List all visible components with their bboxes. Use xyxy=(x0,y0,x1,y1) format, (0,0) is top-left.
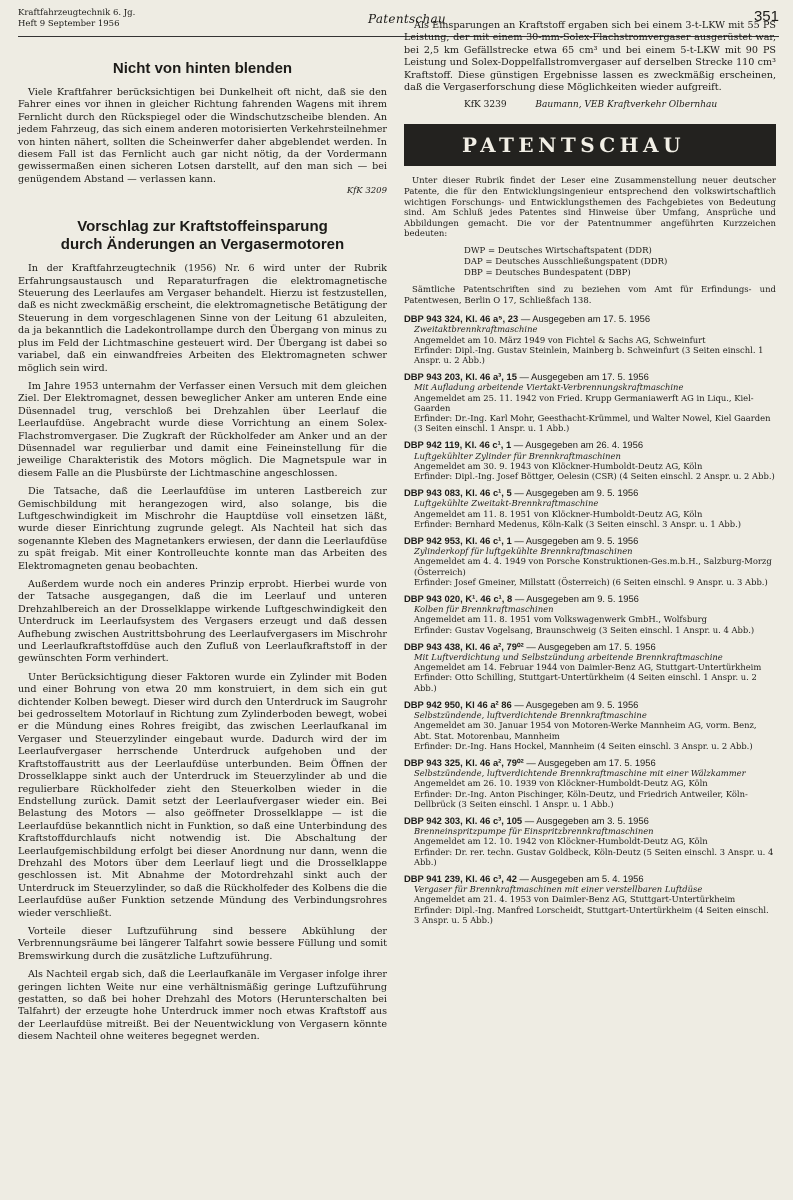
article-ref: KfK 3239 xyxy=(464,100,507,111)
patent-number: DBP 943 203, Kl. 46 a³, 15 xyxy=(404,371,517,383)
article-paragraph: Vorteile dieser Luftzuführung sind bessere Abkühlung der Verbrennungsräume bei längerer Talfahrt sowie bessere Füllung und somit Bremswirkung durch die zusätzliche Luftzuführung. xyxy=(18,925,387,962)
patent-filed: Angemeldet am 21. 4. 1953 von Daimler-Benz AG, Stuttgart-Untertürkheim xyxy=(414,894,736,905)
patent-entry xyxy=(404,372,776,433)
patent-entry xyxy=(404,440,776,481)
patent-filed: Angemeldet am 25. 11. 1942 von Fried. Krupp Germaniawerft AG in Liqu., Kiel-Gaarden xyxy=(414,392,754,413)
abbreviation-item: DBP = Deutsches Bundespatent (DBP) xyxy=(464,268,631,278)
patent-title: Zylinderkopf für luftgekühlte Brennkraftmaschinen xyxy=(414,546,633,557)
article-paragraph: In der Kraftfahrzeugtechnik (1956) Nr. 6 wird unter der Rubrik Erfahrungsaustausch und Reparaturfragen die elektromagnetische Steuerung des Leerlaufes am Vergaser behandelt. Hierzu ist festzustellen, daß es nicht zweckmäßig erscheint, die elektromagnetische Betätigung der Steuerung in dem vorgeschlagenen Sinne von der Leitung 61 abzuleiten, da ja bekanntlich die Ladekontrollampe durch den Übergang von minus zu plus im Feld der Lichtmaschine gesteuert wird. Der Übergang ist dabei so variabel, daß ein einwandfreies Arbeiten des Elektromagneten schwer möglich sein wird. xyxy=(18,263,387,374)
patent-entry xyxy=(404,758,776,809)
patent-number: DBP 942 119, Kl. 46 c¹, 1 xyxy=(404,439,512,451)
article-title-line-2: durch Änderungen an Vergasermotoren xyxy=(60,236,345,254)
patent-list xyxy=(404,314,776,925)
patent-title: Selbstzündende, luftverdichtende Brennkraftmaschine xyxy=(414,710,647,721)
patent-title: Vergaser für Brennkraftmaschinen mit einer verstellbaren Luftdüse xyxy=(414,884,703,895)
patent-inventor: Erfinder: Dipl.-Ing. Manfred Lorscheidt, Stuttgart-Untertürkheim (4 Seiten einschl. 3 Anspr. u. 5 Abb.) xyxy=(414,904,769,925)
patent-number: DBP 943 020, K¹. 46 c¹, 8 xyxy=(404,593,513,605)
patent-heading xyxy=(404,536,776,546)
patentschau-note: Sämtliche Patentschriften sind zu beziehen vom Amt für Erfindungs- und Patentwesen, Berlin O 17, Schließfach 138. xyxy=(404,285,776,306)
patent-inventor: Erfinder: Dr.-Ing. Anton Pischinger, Köln-Deutz, und Friedrich Antweiler, Köln-Dellbrück (3 Seiten einschl. 1 Anspr. u. 1 Abb.) xyxy=(414,788,748,809)
patent-issued: — Ausgegeben am 26. 4. 1956 xyxy=(513,439,644,451)
patent-issued: — Ausgegeben am 17. 5. 1956 xyxy=(519,371,649,383)
abbreviation-item: DWP = Deutsches Wirtschaftspatent (DDR) xyxy=(464,246,652,256)
patent-issued: — Ausgegeben am 17. 5. 1956 xyxy=(520,313,651,325)
article-author xyxy=(464,100,776,110)
patent-number: DBP 943 083, Kl. 46 c¹, 5 xyxy=(404,487,512,499)
patent-issued: — Ausgegeben am 3. 5. 1956 xyxy=(524,814,649,826)
patent-issued: — Ausgegeben am 17. 5. 1956 xyxy=(526,640,656,652)
patent-heading xyxy=(404,440,776,450)
patent-entry xyxy=(404,816,776,867)
patent-heading xyxy=(404,816,776,826)
patent-title: Mit Luftverdichtung und Selbstzündung arbeitende Brennkraftmaschine xyxy=(414,652,723,663)
patent-entry xyxy=(404,314,776,365)
patent-filed: Angemeldet am 14. Februar 1944 von Daimler-Benz AG, Stuttgart-Untertürkheim xyxy=(414,662,762,673)
patent-inventor: Erfinder: Josef Gmeiner, Millstatt (Österreich) (6 Seiten einschl. 9 Anspr. u. 3 Abb.) xyxy=(414,576,768,587)
article-title: Nicht von hinten blenden xyxy=(112,60,293,77)
article-title xyxy=(18,218,387,254)
patentschau-intro: Unter dieser Rubrik findet der Leser eine Zusammenstellung neuer deutscher Patente, die für den Entwicklungsingenieur entsprechend den volkswirtschaftlich wichtigen Forschungs- und Entwicklungsthemen des Fachgebietes von Bedeutung sind. Am Schluß jedes Patentes sind Hinweise über Umfang, Ansprüche und Abbildungen gemacht. Die vor der Patentnummer angeführten Kurzzeichen bedeuten: xyxy=(404,176,776,240)
patent-entry xyxy=(404,488,776,529)
patent-filed: Angemeldet am 11. 8. 1951 von Klöckner-Humboldt-Deutz AG, Köln xyxy=(414,508,703,519)
article-paragraph: Im Jahre 1953 unternahm der Verfasser einen Versuch mit dem gleichen Ziel. Der Elektromagnet, dessen beweglicher Anker am unteren Ende eine Düsennadel trug, verschloß bei Drehzahlen über Leerlauf die Leerlaufdüse. Angebracht wurde diese Vorrichtung an einem Solex-Flachstromvergaser. Die Zugkraft der Rückholfeder am Anker und an der Düsennadel war regulierbar und damit eine Feineinstellung für die jeweilige Charakteristik des Motors möglich. Die Magnetspule war in diesem Falle an die Plusbürste der Lichtmaschine angeschlossen. xyxy=(18,380,387,479)
patent-title: Zweitaktbrennkraftmaschine xyxy=(414,324,538,335)
abbreviation-item: DAP = Deutsches Ausschließungspatent (DDR) xyxy=(464,257,668,267)
patent-heading xyxy=(404,372,776,382)
article-paragraph: Als Nachteil ergab sich, daß die Leerlaufkanäle im Vergaser infolge ihrer geringen lichten Weite nur eine verhältnismäßig geringe Luftzuführung gestatten, so daß bei hoher Drehzahl des Motors (Herunterschalten bei Talfahrt) der erzeugte hohe Unterdruck immer noch etwas Kraftstoff aus der Leerlaufdüse mitreißt. Bei der Neuentwicklung von Vergasern könnte diesem Nachteil ohne weiteres begegnet werden. xyxy=(18,969,387,1043)
patent-inventor: Erfinder: Otto Schilling, Stuttgart-Untertürkheim (4 Seiten einschl. 1 Anspr. u. 2 Abb.) xyxy=(414,672,757,693)
patent-filed: Angemeldet am 10. März 1949 von Fichtel & Sachs AG, Schweinfurt xyxy=(414,334,706,345)
patent-filed: Angemeldet am 30. Januar 1954 von Motoren-Werke Mannheim AG, vorm. Benz, Abt. Stat. Motorenbau, Mannheim xyxy=(414,720,757,741)
patent-heading xyxy=(404,642,776,652)
patent-number: DBP 942 953, Kl. 46 c¹, 1 xyxy=(404,535,512,547)
patent-title: Kolben für Brennkraftmaschinen xyxy=(414,604,554,615)
journal-info xyxy=(18,8,135,30)
article-paragraph: Außerdem wurde noch ein anderes Prinzip erprobt. Hierbei wurde von der Tatsache ausgegangen, daß die im Leerlauf und unteren Drehzahlbereich an der Drosselklappe wirkende Luftgeschwindigkeit den Unterdruck im Leerlaufsystem des Vergasers erzeugt und daß dessen Aufhebung zwischen Austrittsbohrung des Leerlaufvergasers im Mischrohr und Leerlaufkraftstoffdüse auch den Zufluß von Leerlaufkraftstoff in der gewünschten Form verhindert. xyxy=(18,579,387,665)
patent-filed: Angemeldet am 30. 9. 1943 von Klöckner-Humboldt-Deutz AG, Köln xyxy=(414,460,703,471)
section-title: Patentschau xyxy=(368,12,446,26)
patent-inventor: Erfinder: Dr.-Ing. Karl Mohr, Geesthacht-Krümmel, und Walter Nowel, Kiel Gaarden (3 Seiten einschl. 1 Anspr. u. 1 Abb.) xyxy=(414,413,771,434)
patent-heading xyxy=(404,700,776,710)
abbreviation-list xyxy=(464,246,776,279)
article-paragraph: Die Tatsache, daß die Leerlaufdüse im unteren Lastbereich zur Gemischbildung mit herangezogen wird, also solange, bis die Luftgeschwindigkeit im Mischrohr die Hauptdüse voll einsetzen läßt, wurde dieser Einrichtung zugrunde gelegt. Als Nachteil hat sich das sogenannte Kleben des Magnetankers erwiesen, der dann die Leerlaufdüse zu spät freigab. Mit einer Kontrolleuchte konnte man das Arbeiten des Elektromagneten genau beobachten. xyxy=(18,486,387,572)
patent-entry xyxy=(404,594,776,635)
article-paragraph: Als Einsparungen an Kraftstoff ergaben sich bei einem 3-t-LKW mit 55 PS Leistung, der mit einem 30-mm-Solex-Flachstromvergaser ausgerüstet war, bei 2,5 km Gefällstrecke etwa 65 cm³ und bei einem 5-t-LKW mit 90 PS Leistung und Solex-Doppelfallstromvergaser auf derselben Strecke 110 cm³ Kraftstoff. Diese günstigen Ergebnisse lassen es zweckmäßig erscheinen, daß die Vergaserforschung diese Möglichkeiten wieder aufgreift. xyxy=(404,20,776,94)
patent-title: Mit Aufladung arbeitende Viertakt-Verbrennungskraftmaschine xyxy=(414,382,684,393)
article-title-line-1: Vorschlag zur Kraftstoffeinsparung xyxy=(77,218,328,236)
patent-heading xyxy=(404,758,776,768)
patent-filed: Angemeldet am 26. 10. 1939 von Klöckner-Humboldt-Deutz AG, Köln xyxy=(414,778,708,789)
patent-filed: Angemeldet am 11. 8. 1951 vom Volkswagenwerk GmbH., Wolfsburg xyxy=(414,614,707,625)
patent-issued: — Ausgegeben am 9. 5. 1956 xyxy=(514,487,639,499)
patent-title: Luftgekühlte Zweitakt-Brennkraftmaschine xyxy=(414,498,599,509)
patent-number: DBP 943 325, Kl. 46 a², 79⁰² xyxy=(404,756,524,768)
left-column xyxy=(18,48,387,1050)
article-paragraph: Unter Berücksichtigung dieser Faktoren wurde ein Zylinder mit Boden und einer Bohrung von etwa 20 mm konstruiert, in dem sich ein gut dichtender Kolben bewegt. Dieser wird durch den Unterdruck im Saugrohr bei gedrosseltem Motorlauf in Richtung zum Zylinderboden bewegt, wobei er die Mündung eines Rohres freigibt, das zwischen Leerlaufkanal im Vergaser und Steuerzylinder eingebaut wurde. Dadurch wird der im Leerlaufvergaser herrschende Unterdruck aufgehoben und der Kraftstoffaustritt aus der Leerlaufdüse unterbunden. Beim Öffnen der Drosselklappe sinkt auch der Unterdruck im Steuerzylinder ab und die regulierbare Rückholfeder zieht den Steuerkolben wieder in die Endstellung zurück. Damit setzt der Leerlaufvergaser wieder ein. Bei Belastung des Motors — also geöffneter Drosselklappe — ist die Leerlaufdüse bekanntlich nicht in Funktion, so daß eine Unterbindung des Kraftstoffdurchlaufs nicht notwendig ist. Die Abschaltung der Leerlaufgemischbildung erfolgt bei dieser Anordnung nur dann, wenn die Drehzahl des Motors über dem Leerlauf liegt und die Drosselklappe geschlossen ist. Mit Abnahme der Motordrehzahl sinkt auch der Unterdruck im Steuerzylinder, so daß die Rückholfeder des Kolbens die die Leerlaufdüse außer Funktion setzende Mündung des Verbindungsrohres wieder verschließt. xyxy=(18,671,387,919)
article-paragraph: Viele Kraftfahrer berücksichtigen bei Dunkelheit oft nicht, daß sie den Fahrer eines vor ihnen in gleicher Richtung fahrenden Wagens mit ihrem Fernlicht durch den Rückspiegel oder die Windschutzscheibe blenden. An jedem Fahrzeug, das sich einem anderen motorisierten Verkehrsteilnehmer von hinten nähert, sollten die Scheinwerfer daher abgeblendet werden. In diesem Fall ist das Fernlicht auch gar nicht nötig, da der Vordermann gewissermaßen einen sicheren Lotsen darstellt, auf den man sich — bei genügendem Abstand — verlassen kann. xyxy=(18,87,387,185)
patent-filed: Angemeldet am 4. 4. 1949 von Porsche Konstruktionen-Ges.m.b.H., Salzburg-Morzg (Österreich) xyxy=(414,556,772,577)
right-column xyxy=(404,20,776,932)
patent-number: DBP 942 950, Kl 46 a² 86 xyxy=(404,698,512,710)
patent-number: DBP 943 324, Kl. 46 a⁵, 23 xyxy=(404,313,519,325)
patent-issued: — Ausgegeben am 17. 5. 1956 xyxy=(526,756,656,768)
patent-inventor: Erfinder: Dipl.-Ing. Josef Böttger, Oelesin (CSR) (4 Seiten einschl. 2 Anspr. u. 2 Abb.) xyxy=(414,471,775,482)
patent-inventor: Erfinder: Gustav Vogelsang, Braunschweig (3 Seiten einschl. 1 Anspr. u. 4 Abb.) xyxy=(414,624,755,635)
patent-issued: — Ausgegeben am 9. 5. 1956 xyxy=(514,593,639,605)
patent-issued: — Ausgegeben am 5. 4. 1956 xyxy=(519,872,644,884)
patent-entry xyxy=(404,642,776,693)
author-name: Baumann, VEB Kraftverkehr Olbernhau xyxy=(535,100,718,111)
patent-title: Luftgekühlter Zylinder für Brennkraftmaschinen xyxy=(414,450,621,461)
patent-entry xyxy=(404,874,776,925)
patent-heading xyxy=(404,594,776,604)
patentschau-banner xyxy=(404,124,776,166)
patent-issued: — Ausgegeben am 9. 5. 1956 xyxy=(514,535,639,547)
article-headlights xyxy=(18,60,387,196)
page-number: 351 xyxy=(753,8,779,25)
patent-inventor: Erfinder: Dr.-Ing. Hans Hockel, Mannheim (4 Seiten einschl. 3 Anspr. u. 2 Abb.) xyxy=(414,740,753,751)
patent-number: DBP 943 438, Kl. 46 a², 79⁰² xyxy=(404,640,524,652)
patent-heading xyxy=(404,874,776,884)
patent-heading xyxy=(404,314,776,324)
journal-line-1: Kraftfahrzeugtechnik 6. Jg. xyxy=(18,8,136,18)
patent-heading xyxy=(404,488,776,498)
patent-number: DBP 941 239, Kl. 46 c³, 42 xyxy=(404,872,517,884)
patent-entry xyxy=(404,700,776,751)
article-fuel-saving xyxy=(18,218,387,1043)
patent-title: Brenneinspritzpumpe für Einspritzbrennkraftmaschinen xyxy=(414,826,654,837)
patent-entry xyxy=(404,536,776,587)
patent-title: Selbstzündende, luftverdichtende Brennkraftmaschine mit einer Wälzkammer xyxy=(414,768,746,779)
patent-issued: — Ausgegeben am 9. 5. 1956 xyxy=(514,698,639,710)
patent-number: DBP 942 303, Kl. 46 c³, 105 xyxy=(404,814,523,826)
banner-title: PATENTSCHAU xyxy=(462,133,686,158)
article-ref: KfK 3209 xyxy=(346,186,387,197)
patent-inventor: Erfinder: Dipl.-Ing. Gustav Steinlein, Mainberg b. Schweinfurt (3 Seiten einschl. 1 Anspr. u. 2 Abb.) xyxy=(414,344,764,365)
patent-inventor: Erfinder: Dr. rer. techn. Gustav Goldbeck, Köln-Deutz (5 Seiten einschl. 3 Anspr. u. 4 Abb.) xyxy=(414,846,774,867)
patent-filed: Angemeldet am 12. 10. 1942 von Klöckner-Humboldt-Deutz AG, Köln xyxy=(414,836,708,847)
patent-inventor: Erfinder: Bernhard Medenus, Köln-Kalk (3 Seiten einschl. 3 Anspr. u. 1 Abb.) xyxy=(414,518,742,529)
journal-line-2: Heft 9 September 1956 xyxy=(18,19,120,29)
